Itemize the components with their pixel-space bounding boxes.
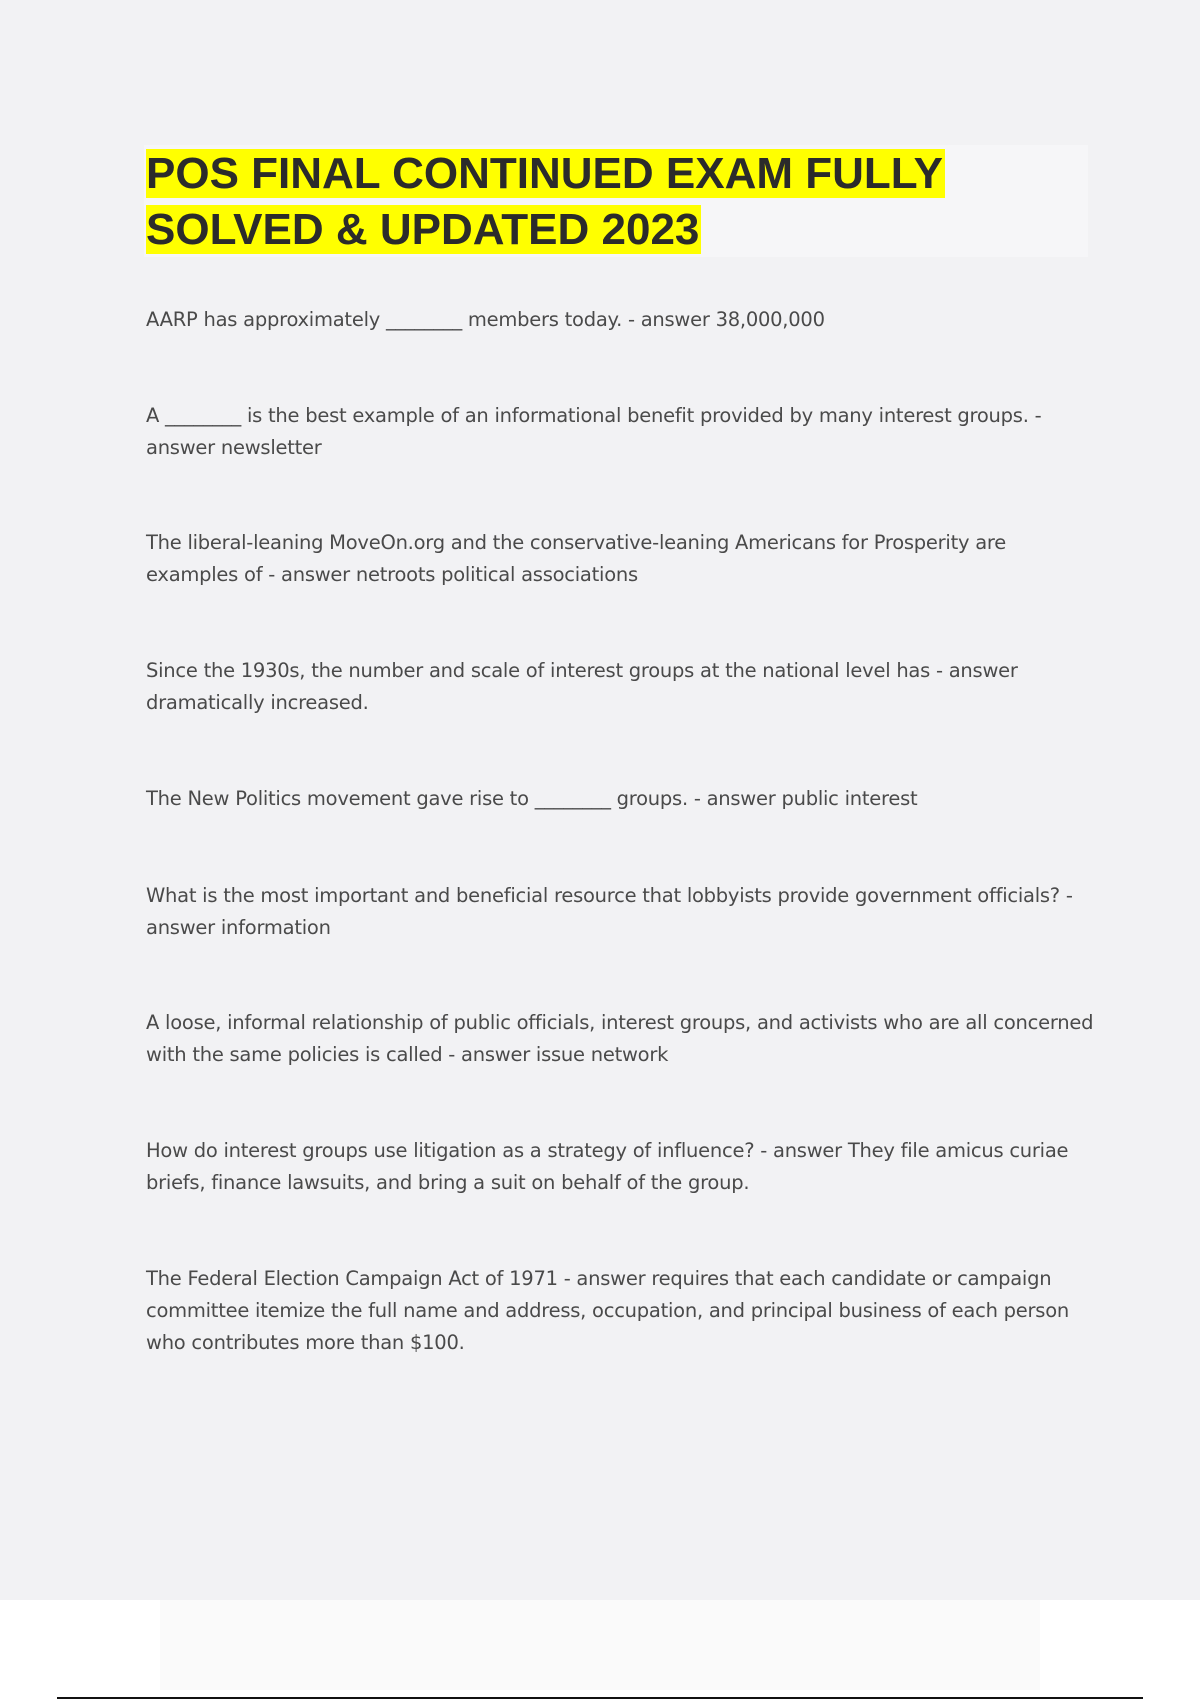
qa-item-5: The New Politics movement gave rise to ________ groups. - answer public interest: [146, 787, 918, 810]
qa-item-8: How do interest groups use litigation as a strategy of influence? - answer They file amicus curiae briefs, finance lawsuits, and bring a suit on behalf of the group.: [146, 1139, 1069, 1194]
document-title: [146, 146, 1046, 258]
page-divider: [57, 1697, 1143, 1699]
qa-item-2: A ________ is the best example of an informational benefit provided by many interest groups. - answer newsletter: [146, 404, 1042, 459]
qa-item-1: AARP has approximately ________ members today. - answer 38,000,000: [146, 308, 825, 331]
next-page-preview: [160, 1600, 1040, 1690]
qa-item-7: A loose, informal relationship of public officials, interest groups, and activists who are all concerned with the same policies is called - answer issue network: [146, 1011, 1094, 1066]
qa-item-4: Since the 1930s, the number and scale of interest groups at the national level has - answer dramatically increased.: [146, 659, 1018, 714]
qa-item-9: The Federal Election Campaign Act of 1971 - answer requires that each candidate or campaign committee itemize the full name and address, occupation, and principal business of each person who contributes more than $100.: [146, 1267, 1069, 1354]
qa-item-6: What is the most important and beneficial resource that lobbyists provide government officials? - answer information: [146, 884, 1073, 939]
title-line-1: POS FINAL CONTINUED EXAM FULLY: [146, 149, 943, 198]
qa-item-3: The liberal-leaning MoveOn.org and the conservative-leaning Americans for Prosperity are examples of - answer netroots political associations: [146, 531, 1007, 586]
title-line-2: SOLVED & UPDATED 2023: [146, 205, 700, 254]
